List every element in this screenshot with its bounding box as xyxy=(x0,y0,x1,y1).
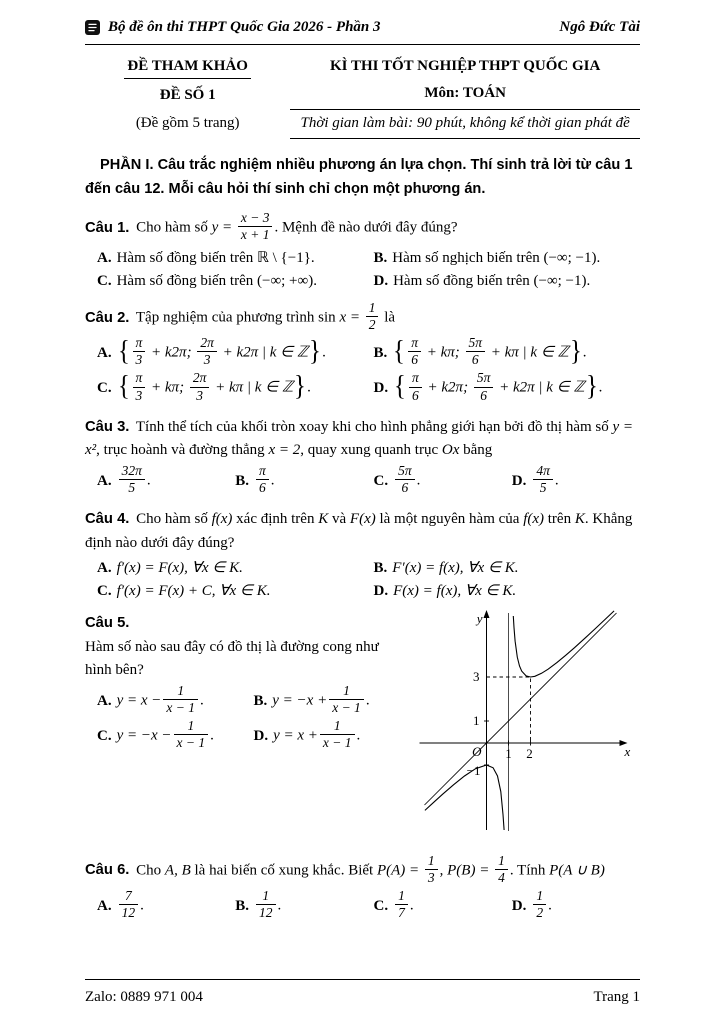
header-author: Ngô Đức Tài xyxy=(559,19,640,35)
page-header xyxy=(85,16,640,45)
q3a-fraction: $\frac{32\pi}{5}$ xyxy=(119,463,145,495)
exam-ref-column xyxy=(85,55,290,140)
q2-sin-operator: sin xyxy=(318,309,336,326)
q1-option-a: A. Hàm số đồng biến trên ℝ \ {−1}. xyxy=(97,249,315,266)
q1-fraction: $\frac{x - 3}{x + 1}$ xyxy=(238,210,273,242)
exam-duration: Thời gian làm bài: 90 phút, không kể thời gian phát đề xyxy=(290,109,640,140)
q2d-frac-2: $\frac{5\pi}{6}$ xyxy=(474,370,494,402)
header-series-title: Bộ đề ôn thi THPT Quốc Gia 2026 - Phần 3 xyxy=(108,19,381,35)
q6a-fraction: $\frac{7}{12}$ xyxy=(119,888,139,920)
left-brace: { xyxy=(394,370,406,403)
q6-option-b: B. $\frac{1}{12}$ . xyxy=(235,888,282,921)
q3-option-d: D. $\frac{4\pi}{5}$ . xyxy=(511,463,559,496)
q1-text-post: . Mệnh đề nào dưới đây đúng? xyxy=(274,219,458,236)
q5-option-d: D. y = x + $\frac{1}{x - 1}$ . xyxy=(253,718,361,751)
question-2-label: Câu 2. xyxy=(85,309,130,326)
q3-option-c: C. $\frac{5\pi}{6}$ . xyxy=(373,463,421,496)
q5-left-column xyxy=(85,612,408,752)
question-2 xyxy=(85,302,640,405)
y-tick-3: 3 xyxy=(473,669,480,685)
q5d-fraction: $\frac{1}{x - 1}$ xyxy=(320,718,355,750)
q2d-frac-1: $\frac{\pi}{6}$ xyxy=(409,370,422,402)
right-brace: } xyxy=(585,370,598,403)
footer-zalo: Zalo: 0889 971 004 xyxy=(85,988,203,1005)
question-2-stem xyxy=(85,302,640,334)
q6b-fraction: $\frac{1}{12}$ xyxy=(256,888,276,920)
q3d-fraction: $\frac{4\pi}{5}$ xyxy=(533,463,553,495)
q6c-fraction: $\frac{1}{7}$ xyxy=(395,888,408,920)
question-3-stem: Câu 3. Tính thể tích của khối tròn xoay khi cho hình phẳng giới hạn bởi đồ thị hàm số y = x², trục hoành và đường thẳng x = 2, quay xung quanh trục Ox bằng xyxy=(85,418,634,458)
question-6-label: Câu 6. xyxy=(85,862,130,879)
q1-option-b: B. Hàm số nghịch biến trên (−∞; −1). xyxy=(373,249,601,266)
question-6-stem: Câu 6. Cho A, B là hai biến cố xung khắc. Biết P(A) = $\frac{1}{3}$ , P(B) = $\frac{1}{4}$ . Tính P(A ∪ B) xyxy=(85,852,605,885)
footer-page-number: Trang 1 xyxy=(593,988,640,1005)
right-brace: } xyxy=(294,370,307,403)
y-axis-label: y xyxy=(476,611,483,627)
exam-main-column xyxy=(290,55,640,140)
q5b-fraction: $\frac{1}{x - 1}$ xyxy=(329,683,364,715)
question-4 xyxy=(85,508,640,601)
q2-option-c: C. { $\frac{\pi}{3}$ + kπ; $\frac{2\pi}{3}$ + kπ | k ∈ ℤ}. xyxy=(97,370,311,403)
q2-text-post: là xyxy=(384,309,396,326)
q5-option-c: C. y = −x − $\frac{1}{x - 1}$ . xyxy=(97,718,214,751)
q6-option-a: A. $\frac{7}{12}$ . xyxy=(97,888,144,921)
question-5-stem: Hàm số nào sau đây có đồ thị là đường cong như hình bên? xyxy=(85,638,379,678)
q5-option-a: A. y = x − $\frac{1}{x - 1}$ . xyxy=(97,683,204,716)
q2-option-a: A. { $\frac{\pi}{3}$ + k2π; $\frac{2\pi}{3}$ + k2π | k ∈ ℤ}. xyxy=(97,334,326,368)
q6-option-c: C. $\frac{1}{7}$ . xyxy=(373,888,414,921)
q6d-fraction: $\frac{1}{2}$ xyxy=(533,888,546,920)
x-axis-label: x xyxy=(624,744,631,760)
q2c-frac-1: $\frac{\pi}{3}$ xyxy=(133,370,146,402)
question-1-label: Câu 1. xyxy=(85,219,130,236)
curve-lower-branch xyxy=(425,765,504,830)
origin-label: O xyxy=(472,744,482,760)
q2-options xyxy=(85,334,640,404)
right-brace: } xyxy=(569,334,582,367)
left-brace: { xyxy=(393,334,406,367)
q3b-fraction: $\frac{\pi}{6}$ xyxy=(256,463,269,495)
q4-option-b: B. F′(x) = f(x), ∀x ∈ K. xyxy=(373,559,519,576)
question-6 xyxy=(85,852,640,922)
q2-variable: x = xyxy=(339,309,360,326)
q2b-frac-2: $\frac{5\pi}{6}$ xyxy=(466,335,486,367)
q6-fraction-1: $\frac{1}{3}$ xyxy=(425,853,438,885)
q4-option-d: D. F(x) = f(x), ∀x ∈ K. xyxy=(373,583,517,600)
exam-main-title: KÌ THI TỐT NGHIỆP THPT QUỐC GIA xyxy=(329,57,601,74)
oblique-asymptote xyxy=(425,613,617,805)
q3-option-b: B. $\frac{\pi}{6}$ . xyxy=(235,463,275,496)
y-tick-1: 1 xyxy=(473,713,480,729)
q2a-frac-1: $\frac{\pi}{3}$ xyxy=(133,335,146,367)
q5-options xyxy=(85,685,400,752)
question-5-label: Câu 5. xyxy=(85,615,130,632)
q4-option-c: C. f′(x) = F(x) + C, ∀x ∈ K. xyxy=(97,583,271,600)
part1-heading: PHẦN I. Câu trắc nghiệm nhiều phương án lựa chọn. Thí sinh trả lời từ câu 1 đến câu 12. Mỗi câu hỏi thí sinh chỉ chọn một phương án. xyxy=(85,157,633,197)
exam-ref-number: ĐỀ SỐ 1 xyxy=(159,87,216,103)
exam-subject: Môn: TOÁN xyxy=(424,85,506,101)
q3-option-a: A. $\frac{32\pi}{5}$ . xyxy=(97,463,151,496)
q4-options xyxy=(85,558,640,602)
q2c-frac-2: $\frac{2\pi}{3}$ xyxy=(190,370,210,402)
q6-fraction-2: $\frac{1}{4}$ xyxy=(495,853,508,885)
question-3 xyxy=(85,416,640,498)
question-1-stem xyxy=(85,212,640,244)
y-axis-arrow xyxy=(484,610,490,618)
exam-ref-title: ĐỀ THAM KHẢO xyxy=(124,55,251,80)
question-5 xyxy=(85,612,640,844)
exam-ref-pages: (Đề gồm 5 trang) xyxy=(135,114,240,131)
book-icon xyxy=(85,20,100,35)
page-footer xyxy=(85,979,640,1009)
q1-text-pre: Cho hàm số xyxy=(136,219,208,236)
question-4-label: Câu 4. xyxy=(85,511,130,528)
left-brace: { xyxy=(117,334,130,367)
right-brace: } xyxy=(309,334,322,367)
exam-title-block xyxy=(85,55,640,140)
q3c-fraction: $\frac{5\pi}{6}$ xyxy=(395,463,415,495)
q1-math-lead: y = xyxy=(211,219,233,236)
q2-fraction: $\frac{1}{2}$ xyxy=(366,300,379,332)
q5c-fraction: $\frac{1}{x - 1}$ xyxy=(174,718,209,750)
q5-figure xyxy=(408,608,640,844)
question-3-label: Câu 3. xyxy=(85,418,130,435)
q1-options xyxy=(85,248,640,292)
q5a-fraction: $\frac{1}{x - 1}$ xyxy=(163,683,198,715)
q3-options xyxy=(85,465,640,497)
q2-option-b: B. { $\frac{\pi}{6}$ + kπ; $\frac{5\pi}{6}$ + kπ | k ∈ ℤ}. xyxy=(373,334,587,368)
curve-upper-branch xyxy=(513,611,614,677)
question-4-stem: Câu 4. Cho hàm số f(x) xác định trên K và F(x) là một nguyên hàm của f(x) trên K. Khẳng định nào dưới đây đúng? xyxy=(85,511,633,551)
q5-option-b: B. y = −x + $\frac{1}{x - 1}$ . xyxy=(253,683,370,716)
q1-option-c: C. Hàm số đồng biến trên (−∞; +∞). xyxy=(97,272,317,289)
question-1 xyxy=(85,212,640,291)
x-tick-2: 2 xyxy=(526,746,533,762)
q4-option-a: A. f′(x) = F(x), ∀x ∈ K. xyxy=(97,559,243,576)
q2-option-d: D. { $\frac{\pi}{6}$ + k2π; $\frac{5\pi}{6}$ + k2π | k ∈ ℤ}. xyxy=(373,370,603,403)
q2a-frac-2: $\frac{2\pi}{3}$ xyxy=(197,335,217,367)
q6-option-d: D. $\frac{1}{2}$ . xyxy=(511,888,552,921)
q2-text-pre: Tập nghiệm của phương trình xyxy=(135,309,315,326)
left-brace: { xyxy=(117,370,130,403)
x-tick-1: 1 xyxy=(505,746,512,762)
q6-options xyxy=(85,890,640,922)
q1-option-d: D. Hàm số đồng biến trên (−∞; −1). xyxy=(373,272,591,289)
q5-graph xyxy=(408,608,640,836)
y-tick-minus1: −1 xyxy=(466,763,481,779)
q2b-frac-1: $\frac{\pi}{6}$ xyxy=(408,335,421,367)
